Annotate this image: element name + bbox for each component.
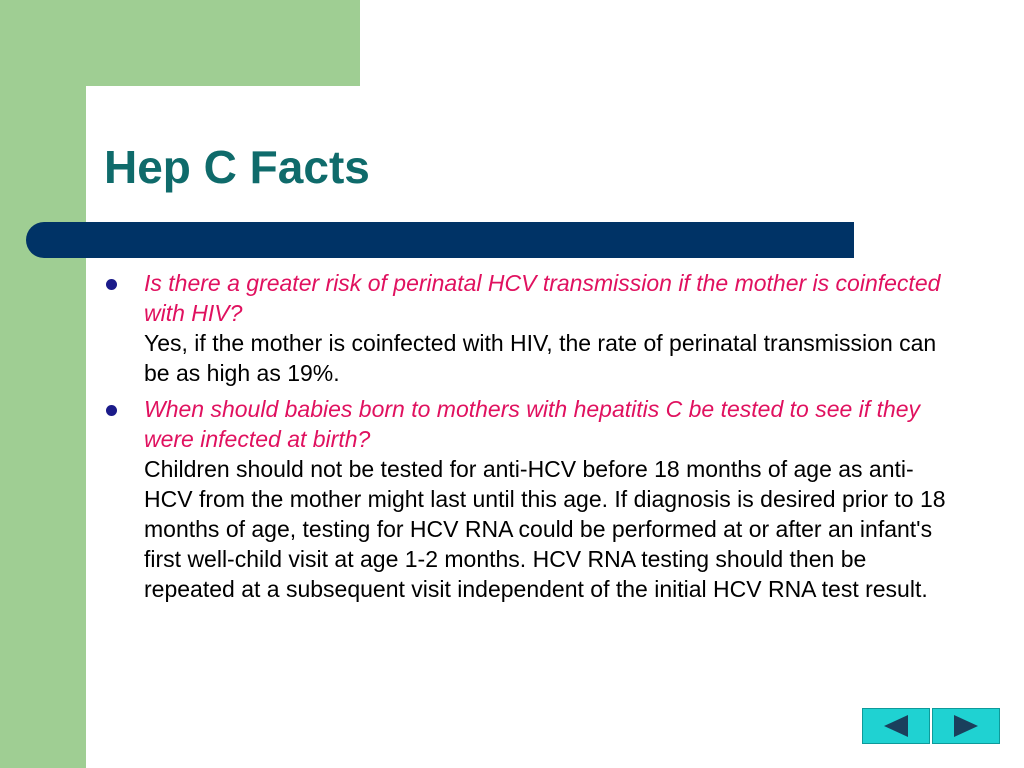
triangle-left-icon (881, 714, 911, 738)
bullet-item (104, 268, 954, 388)
previous-slide-button[interactable] (862, 708, 930, 744)
bullet-answer: Yes, if the mother is coinfected with HIV, the rate of perinatal transmission can be as high as 19%. (144, 330, 937, 386)
slide-navigation (862, 708, 1000, 744)
green-sidebar-decoration (0, 0, 86, 768)
triangle-right-icon (951, 714, 981, 738)
bullet-answer: Children should not be tested for anti-HCV before 18 months of age as anti-HCV from the mother might last until this age. If diagnosis is desired prior to 18 months of age, testing for HCV RNA could be performed at or after an infant's first well-child visit at age 1-2 months. HCV RNA testing should then be repeated at a subsequent visit independent of the initial HCV RNA test result. (144, 456, 946, 602)
next-slide-button[interactable] (932, 708, 1000, 744)
bullet-question: Is there a greater risk of perinatal HCV transmission if the mother is coinfected with HIV? (144, 270, 941, 326)
bullet-dot-icon (106, 279, 117, 290)
bullet-list (104, 268, 954, 610)
title-underline-bar (26, 222, 854, 258)
slide-title: Hep C Facts (104, 141, 370, 193)
bullet-question: When should babies born to mothers with hepatitis C be tested to see if they were infected at birth? (144, 396, 921, 452)
bullet-item (104, 394, 954, 604)
green-top-decoration (0, 0, 360, 86)
bullet-dot-icon (106, 405, 117, 416)
